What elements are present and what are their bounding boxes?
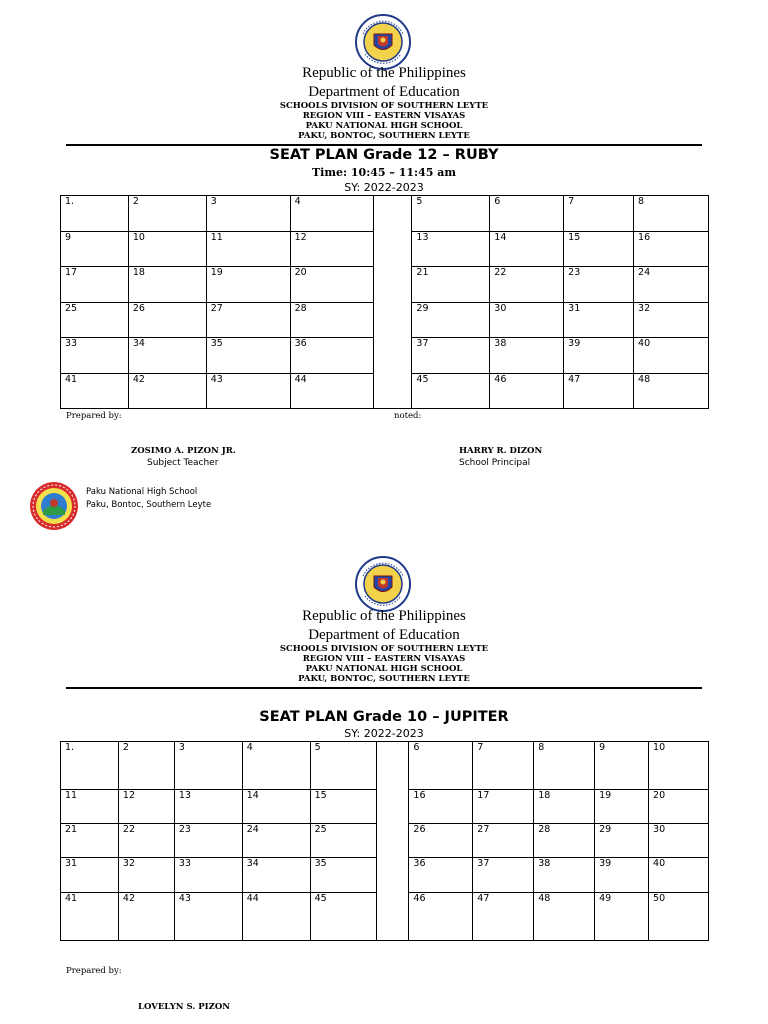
seat-cell: 36 [290, 338, 374, 374]
seat-cell: 21 [412, 267, 490, 303]
seat-plan-grid [60, 741, 709, 941]
seat-cell: 34 [128, 338, 206, 374]
principal-name: HARRY R. DIZON [459, 446, 543, 456]
school-year: SY: 2022-2023 [344, 181, 424, 194]
seat-cell: 22 [490, 267, 564, 303]
prepared-by-label: Prepared by: [66, 411, 122, 421]
seat-cell: 24 [242, 824, 310, 858]
seat-cell: 30 [649, 824, 709, 858]
seat-cell: 28 [534, 824, 595, 858]
seat-cell: 29 [595, 824, 649, 858]
seat-cell: 46 [409, 893, 473, 941]
seat-cell: 12 [118, 790, 174, 824]
seat-cell: 3 [206, 196, 290, 232]
seat-cell: 4 [242, 742, 310, 790]
seat-row [61, 790, 709, 824]
principal-role: School Principal [459, 458, 531, 468]
teacher-name: ZOSIMO A. PIZON JR. [131, 446, 236, 456]
school-logo-icon [29, 481, 79, 535]
seat-cell: 27 [206, 303, 290, 338]
seat-cell: 41 [61, 893, 119, 941]
aisle-gap [377, 790, 409, 824]
seat-row [61, 267, 709, 303]
seat-cell: 11 [206, 232, 290, 267]
seat-cell: 41 [61, 374, 129, 409]
seat-cell: 1. [61, 196, 129, 232]
seat-cell: 43 [206, 374, 290, 409]
seat-cell: 9 [595, 742, 649, 790]
seat-cell: 37 [412, 338, 490, 374]
seat-cell: 18 [128, 267, 206, 303]
seat-cell: 37 [473, 858, 534, 893]
region-line: REGION VIII – EASTERN VISAYAS [302, 654, 466, 664]
seat-cell: 14 [242, 790, 310, 824]
aisle-gap [374, 338, 412, 374]
school-year: SY: 2022-2023 [344, 727, 424, 740]
seat-cell: 39 [595, 858, 649, 893]
seat-cell: 46 [490, 374, 564, 409]
class-time: Time: 10:45 – 11:45 am [312, 166, 456, 179]
republic-heading: Republic of the Philippines [302, 65, 466, 81]
seat-cell: 24 [634, 267, 709, 303]
seat-cell: 35 [206, 338, 290, 374]
seat-cell: 1. [61, 742, 119, 790]
seat-cell: 31 [61, 858, 119, 893]
seat-row [61, 858, 709, 893]
seat-cell: 8 [634, 196, 709, 232]
seat-cell: 7 [473, 742, 534, 790]
seat-cell: 45 [412, 374, 490, 409]
department-heading: Department of Education [308, 627, 460, 643]
seat-cell: 6 [409, 742, 473, 790]
seat-row [61, 893, 709, 941]
division-line: SCHOOLS DIVISION OF SOUTHERN LEYTE [279, 101, 489, 111]
seat-cell: 40 [634, 338, 709, 374]
seat-cell: 10 [649, 742, 709, 790]
aisle-gap [377, 893, 409, 941]
seat-cell: 15 [564, 232, 634, 267]
seat-cell: 27 [473, 824, 534, 858]
aisle-gap [374, 267, 412, 303]
seat-row [61, 303, 709, 338]
seat-cell: 7 [564, 196, 634, 232]
seat-cell: 29 [412, 303, 490, 338]
seat-row [61, 374, 709, 409]
seat-cell: 44 [242, 893, 310, 941]
seat-cell: 21 [61, 824, 119, 858]
seat-row [61, 196, 709, 232]
teacher-role: Subject Teacher [147, 458, 219, 468]
seat-cell: 2 [128, 196, 206, 232]
seat-cell: 45 [310, 893, 377, 941]
aisle-gap [374, 303, 412, 338]
seat-cell: 6 [490, 196, 564, 232]
school-line: PAKU NATIONAL HIGH SCHOOL [305, 664, 463, 674]
seat-cell: 16 [409, 790, 473, 824]
seat-cell: 3 [174, 742, 242, 790]
aisle-gap [374, 374, 412, 409]
seat-cell: 14 [490, 232, 564, 267]
prepared-by-label: Prepared by: [66, 966, 122, 976]
seat-cell: 20 [649, 790, 709, 824]
seat-cell: 13 [174, 790, 242, 824]
seat-cell: 48 [534, 893, 595, 941]
seat-cell: 26 [409, 824, 473, 858]
noted-label: noted: [394, 411, 422, 421]
seat-cell: 28 [290, 303, 374, 338]
seat-cell: 34 [242, 858, 310, 893]
seat-cell: 36 [409, 858, 473, 893]
seat-cell: 12 [290, 232, 374, 267]
seat-cell: 47 [473, 893, 534, 941]
seat-cell: 50 [649, 893, 709, 941]
seat-plan-title: SEAT PLAN Grade 10 – JUPITER [259, 709, 509, 725]
aisle-gap [377, 824, 409, 858]
seat-cell: 17 [61, 267, 129, 303]
aisle-gap [377, 742, 409, 790]
seat-row [61, 232, 709, 267]
seat-cell: 38 [490, 338, 564, 374]
seat-cell: 13 [412, 232, 490, 267]
deped-seal-icon [355, 556, 411, 616]
seat-cell: 35 [310, 858, 377, 893]
seat-cell: 42 [118, 893, 174, 941]
seat-plan-grid [60, 195, 709, 409]
seat-cell: 25 [61, 303, 129, 338]
department-heading: Department of Education [308, 84, 460, 100]
seat-cell: 26 [128, 303, 206, 338]
seat-cell: 33 [61, 338, 129, 374]
seat-cell: 5 [412, 196, 490, 232]
seat-cell: 2 [118, 742, 174, 790]
seat-cell: 23 [564, 267, 634, 303]
seat-cell: 4 [290, 196, 374, 232]
seat-cell: 18 [534, 790, 595, 824]
seat-cell: 49 [595, 893, 649, 941]
seat-cell: 5 [310, 742, 377, 790]
seat-cell: 47 [564, 374, 634, 409]
seat-plan-title: SEAT PLAN Grade 12 – RUBY [269, 147, 499, 163]
seat-cell: 33 [174, 858, 242, 893]
seat-row [61, 742, 709, 790]
seat-cell: 30 [490, 303, 564, 338]
seat-cell: 25 [310, 824, 377, 858]
seat-cell: 10 [128, 232, 206, 267]
school-address: Paku, Bontoc, Southern Leyte [86, 500, 212, 510]
seat-cell: 16 [634, 232, 709, 267]
region-line: REGION VIII – EASTERN VISAYAS [302, 111, 466, 121]
aisle-gap [374, 196, 412, 232]
division-line: SCHOOLS DIVISION OF SOUTHERN LEYTE [279, 644, 489, 654]
republic-heading: Republic of the Philippines [302, 608, 466, 624]
header-divider [66, 144, 702, 146]
seat-cell: 38 [534, 858, 595, 893]
seat-cell: 8 [534, 742, 595, 790]
teacher-name: LOVELYN S. PIZON [138, 1002, 231, 1012]
seat-cell: 11 [61, 790, 119, 824]
seat-cell: 19 [206, 267, 290, 303]
seat-cell: 31 [564, 303, 634, 338]
seat-cell: 44 [290, 374, 374, 409]
aisle-gap [374, 232, 412, 267]
address-line: PAKU, BONTOC, SOUTHERN LEYTE [298, 674, 470, 684]
seat-row [61, 338, 709, 374]
header-divider [66, 687, 702, 689]
seat-cell: 22 [118, 824, 174, 858]
seat-cell: 32 [634, 303, 709, 338]
aisle-gap [377, 858, 409, 893]
seat-cell: 20 [290, 267, 374, 303]
seat-cell: 32 [118, 858, 174, 893]
school-line: PAKU NATIONAL HIGH SCHOOL [305, 121, 463, 131]
seat-cell: 48 [634, 374, 709, 409]
seat-cell: 15 [310, 790, 377, 824]
address-line: PAKU, BONTOC, SOUTHERN LEYTE [298, 131, 470, 141]
seat-cell: 23 [174, 824, 242, 858]
school-name: Paku National High School [86, 487, 198, 497]
seat-cell: 40 [649, 858, 709, 893]
seat-cell: 39 [564, 338, 634, 374]
seat-row [61, 824, 709, 858]
seat-cell: 9 [61, 232, 129, 267]
seat-cell: 19 [595, 790, 649, 824]
seat-cell: 43 [174, 893, 242, 941]
seat-cell: 42 [128, 374, 206, 409]
seat-cell: 17 [473, 790, 534, 824]
